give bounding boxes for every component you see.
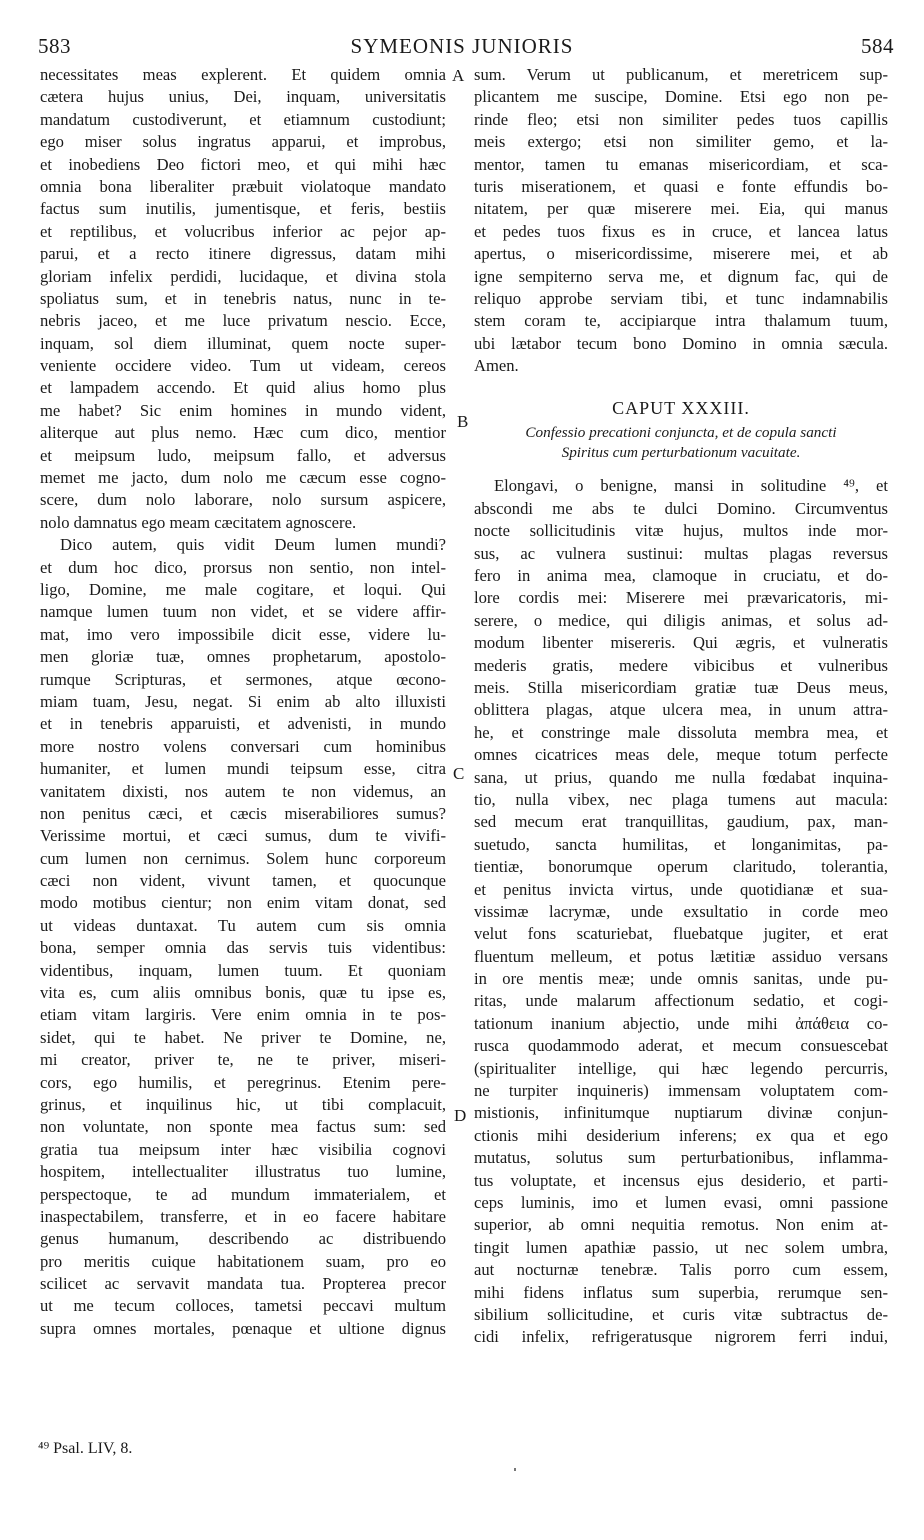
text-line: inquam, sol diem illuminat, quem nocte super- — [40, 333, 446, 353]
text-line: tientiæ, bonorumque operum claritudo, tolerantia, — [474, 857, 888, 877]
text-line: nocte sollicitudinis vitæ hujus, multos inde mor- — [474, 521, 888, 541]
chapter-title: CAPUT XXXIII. — [612, 398, 750, 419]
text-line: rusca quodammodo aderat, et mecum consuescebat — [474, 1036, 888, 1056]
text-line: hospitem, intellectualiter illustratus tuo lumine, — [40, 1162, 446, 1182]
text-line: ut videas duntaxat. Tu autem cum sis omnia — [40, 915, 446, 935]
text-line: etiam vitam largiris. Vere enim omnia in te pos- — [40, 1005, 446, 1025]
text-line: nitatem, per quæ miserere mei. Eia, qui manus — [474, 199, 888, 219]
text-line: velut fons scaturiebat, fluebatque jugiter, et erat — [474, 924, 888, 944]
page-number-left: 583 — [38, 34, 71, 58]
text-line: cum lumen non cernimus. Solem hunc corporeum — [40, 848, 446, 868]
text-line: sibilium sollicitudine, et curis vitæ subtractus de- — [474, 1304, 888, 1324]
text-line: memet me jacto, dum nolo me cæcum esse cogno- — [40, 468, 446, 488]
text-line: cætera hujus unius, Dei, inquam, universitatis — [40, 87, 446, 107]
margin-marker-c: C — [453, 764, 465, 783]
stray-mark — [514, 1468, 516, 1471]
chapter-subtitle-line-1: Confessio precationi conjuncta, et de copula sancti — [525, 424, 837, 442]
text-line: me habet? Sic enim homines in mundo vident, — [40, 400, 446, 420]
text-line: tio, nulla vibex, nec plaga tumens aut macula: — [474, 789, 888, 809]
text-line: mutatus, solutus sum perturbationibus, inflamma- — [474, 1148, 888, 1168]
text-line: ceps luminis, imo et lumen evasi, omni passione — [474, 1192, 888, 1212]
text-line: fero in anima mea, clamoque in cruciatu, et do- — [474, 566, 888, 586]
text-line: he, et constringe male dissoluta membra mea, et — [474, 722, 888, 742]
text-line: sum. Verum ut publicanum, et meretricem sup- — [474, 65, 888, 84]
text-line: humaniter, et lumen mundi teipsum esse, citra — [40, 759, 446, 779]
text-line: pro meritis cuique habitationem suam, pro eo — [40, 1251, 446, 1271]
text-line: lore cordis mei: Miserere mei prævaricatoris, mi- — [474, 588, 888, 608]
text-line: ligo, Domine, me male cogitare, et loqui. Qui — [40, 579, 446, 599]
text-line: ne turpiter inquineris) immensam voluptatem com- — [474, 1081, 888, 1101]
text-line: mistionis, infinitumque nuptiarum divinæ conjun- — [474, 1103, 888, 1123]
text-line: scere, dum nolo laborare, nolo sursum aspicere, — [40, 490, 446, 510]
margin-marker-b: B — [457, 412, 469, 431]
text-line: mihi fidens inflatus sum superbia, rerumque sen- — [474, 1282, 888, 1302]
text-line: nebris jaceo, et me luce privatum nescio. Ecce, — [40, 311, 446, 331]
text-line: omnia bona liberaliter præbuit violatoque mandato — [40, 176, 446, 196]
text-line: et in tenebris apparuisti, et advenisti, in mundo — [40, 714, 446, 734]
text-line: ego miser solus ingratus apparui, et improbus, — [40, 132, 446, 152]
text-line: mentor, tamen tu emanas misericordiam, et sca- — [474, 154, 888, 174]
text-line: mi creator, priver te, ne te priver, miseri- — [40, 1050, 446, 1070]
text-line: vita es, cum aliis omnibus bonis, quæ tu ipse es, — [40, 983, 446, 1003]
text-line: modum libenter misereris. Qui ægris, et vulneratis — [474, 633, 888, 653]
text-line: meis. Stilla misericordiam gratiæ tuæ Deus meus, — [474, 677, 888, 697]
text-line: men gloriæ tuæ, omnes prophetarum, apostolo- — [40, 647, 446, 667]
text-line: modo motibus cientur; non enim vitam donat, sed — [40, 893, 446, 913]
margin-marker-a: A — [452, 66, 465, 85]
text-line: vanitatem dixisti, nos autem te non videmus, an — [40, 781, 446, 801]
text-line: namque lumen tuum non videt, et se videre affir- — [40, 602, 446, 622]
text-line: ctionis mihi desiderium inferens; ex qua et ego — [474, 1125, 888, 1145]
text-line: scilicet ac servavit mandata tua. Propterea precor — [40, 1274, 446, 1294]
text-line: et lampadem accendo. Et quid alius homo plus — [40, 378, 446, 398]
text-line: plicantem me suscipe, Domine. Etsi ego non pe- — [474, 87, 888, 107]
text-line: cæci non vident, vivunt tamen, et quocunque — [40, 871, 446, 891]
text-line: stem coram te, accipiarque intra thalamum tuum, — [474, 311, 888, 331]
text-line: et inobediens Deo fictori meo, et qui mihi hæc — [40, 154, 446, 174]
left-column — [40, 64, 446, 1340]
text-line: factus sum inutilis, jumentisque, et feris, bestiis — [40, 199, 446, 219]
text-line: abscondi me abs te dulci Domino. Circumventus — [474, 498, 888, 518]
text-line: mandatum custodiverunt, et etiamnum custodiunt; — [40, 109, 446, 129]
page-number-right: 584 — [861, 34, 894, 58]
text-line: serere, o medice, qui diligis animas, et solus ad- — [474, 610, 888, 630]
text-line: mat, imo vero impossibile dicit esse, videre lu- — [40, 624, 446, 644]
chapter-subtitle-line-2: Spiritus cum perturbationum vacuitate. — [561, 444, 801, 462]
text-line: apertus, o misericordissime, miserere mei, et ab — [474, 244, 888, 264]
text-line: inaspectabilem, transferre, et in eo facere habitare — [40, 1206, 446, 1226]
text-line: necessitates meas explerent. Et quidem omnia — [40, 65, 446, 84]
text-line: tingit lumen apathiæ passio, ut nec solem umbra, — [474, 1237, 888, 1257]
text-line: sus, ac vulnera sustinui: multas plagas reversus — [474, 543, 888, 563]
text-line: turis miserationem, et quasi e fonte effundis bo- — [474, 176, 888, 196]
text-line: sed mecum erat tranquillitas, gaudium, pax, man- — [474, 812, 888, 832]
text-line: sana, ut prius, quando me nulla fœdabat inquina- — [474, 767, 888, 787]
text-line: non voluntate, non sponte mea factus sum: sed — [40, 1117, 446, 1137]
text-line: et meipsum ludo, meipsum fallo, et adversus — [40, 445, 446, 465]
text-line: grinus, et inquilinus hic, ut tibi complacuit, — [40, 1094, 446, 1114]
text-line: miam tuam, Jesu, negat. Si enim ab alto illuxisti — [40, 691, 446, 711]
text-line: suetudo, sancta humilitas, et longanimitas, pa- — [474, 834, 888, 854]
text-line: mederis gratis, medere vibicibus et vulneribus — [474, 655, 888, 675]
text-line: cidi infelix, refrigeratusque nigrorem ferri indui, — [474, 1327, 888, 1347]
text-line: bona, semper omnia das servis tuis videntibus: — [40, 938, 446, 958]
text-line: ritas, unde malarum affectionum sedatio, et cogi- — [474, 991, 888, 1011]
text-line: igne sempiterno serva me, et dignum fac, qui de — [474, 266, 888, 286]
right-column-text-before — [474, 64, 888, 377]
text-line: ubi lætabor tecum bono Domino in omnia sæcula. — [474, 333, 888, 353]
text-line: superior, ab omni nequitia remotus. Non enim at- — [474, 1215, 888, 1235]
text-line: et reptilibus, et volucribus inferior ac pejor ap- — [40, 221, 446, 241]
text-line: Verissime mortui, et cæci sumus, dum te vivifi- — [40, 826, 446, 846]
footnote: ⁴⁹ Psal. LIV, 8. — [38, 1440, 133, 1457]
text-line: parui, et a recto itinere digressus, datam mihi — [40, 244, 446, 264]
text-line: rinde fleo; etsi non similiter pedes tuos capillis — [474, 109, 888, 129]
text-line: more nostro volens conversari cum hominibus — [40, 736, 446, 756]
text-line: Elongavi, o benigne, mansi in solitudine ⁴⁹, et — [494, 476, 888, 496]
text-line: veniente occidere video. Tum ut videam, cereos — [40, 356, 446, 376]
text-line: aut nocturnæ tenebræ. Talis porro cum essem, — [474, 1260, 888, 1280]
chapter-gap — [474, 463, 888, 475]
text-line: et pedes tuos fixus es in cruce, et lancea latus — [474, 221, 888, 241]
text-line: vissimæ lacrymæ, unde exsultatio in corde meo — [474, 901, 888, 921]
text-line: (spiritualiter intellige, qui hæc legendo percurris, — [474, 1058, 888, 1078]
text-line: genus humanum, describendo ac distribuendo — [40, 1229, 446, 1249]
text-line: aliterque aut plus nemo. Hæc cum dico, mentior — [40, 423, 446, 443]
text-line: sidet, qui te habet. Ne priver te Domine, ne, — [40, 1027, 446, 1047]
running-title: SYMEONIS JUNIORIS — [350, 34, 574, 58]
right-column — [474, 64, 888, 1349]
text-line: gratia tua meipsum inter hæc visibilia cognovi — [40, 1139, 446, 1159]
text-line: oblittera plagas, atque ulcera mea, in unum attra- — [474, 700, 888, 720]
text-line: in ore mentis meæ; unde omnis sanitas, unde pu- — [474, 969, 888, 989]
margin-marker-d: D — [454, 1106, 467, 1125]
text-line: omnes cicatrices meas dele, meque totum perfecte — [474, 745, 888, 765]
text-line: ut me tecum colloces, tametsi peccavi multum — [40, 1296, 446, 1316]
text-line: Amen. — [474, 356, 519, 376]
text-line: et penitus invicta virtus, unde quotidianæ et sua- — [474, 879, 888, 899]
text-line: supra omnes mortales, pœnaque et ultione dignus — [40, 1318, 446, 1338]
text-line: videntibus, inquam, lumen tuum. Et quoniam — [40, 960, 446, 980]
text-line: reliquo approbe serviam tibi, et tunc indamnabilis — [474, 288, 888, 308]
text-line: tationum inanium abjectio, unde mihi ἀπάθεια co- — [474, 1013, 888, 1033]
text-line: meis extergo; etsi non similiter gemo, et la- — [474, 132, 888, 152]
page-header — [30, 34, 894, 60]
text-line: spoliatus sum, et in tenebris natus, nunc in te- — [40, 288, 446, 308]
right-column-text-after — [474, 475, 888, 1348]
text-line: non penitus cæci, et cæcis miserabiliores sumus? — [40, 803, 446, 823]
text-line: cors, ego humilis, et peregrinus. Etenim pere- — [40, 1072, 446, 1092]
text-line: gloriam infelix perdidi, lucidaque, et divina stola — [40, 266, 446, 286]
text-line: perspectoque, te ad mundum immaterialem, et — [40, 1184, 446, 1204]
text-line: rumque Scripturas, et sermones, atque œcono- — [40, 669, 446, 689]
text-line: et dum hoc dico, prorsus non sentio, non intel- — [40, 557, 446, 577]
text-line: fluentum melleum, et potus lætitiæ assiduo versans — [474, 946, 888, 966]
text-line: Dico autem, quis vidit Deum lumen mundi? — [60, 535, 446, 555]
text-line: nolo damnatus ego meam cæcitatem agnoscere. — [40, 512, 357, 532]
text-line: tus voluptate, et incensus ejus desiderio, et parti- — [474, 1170, 888, 1190]
